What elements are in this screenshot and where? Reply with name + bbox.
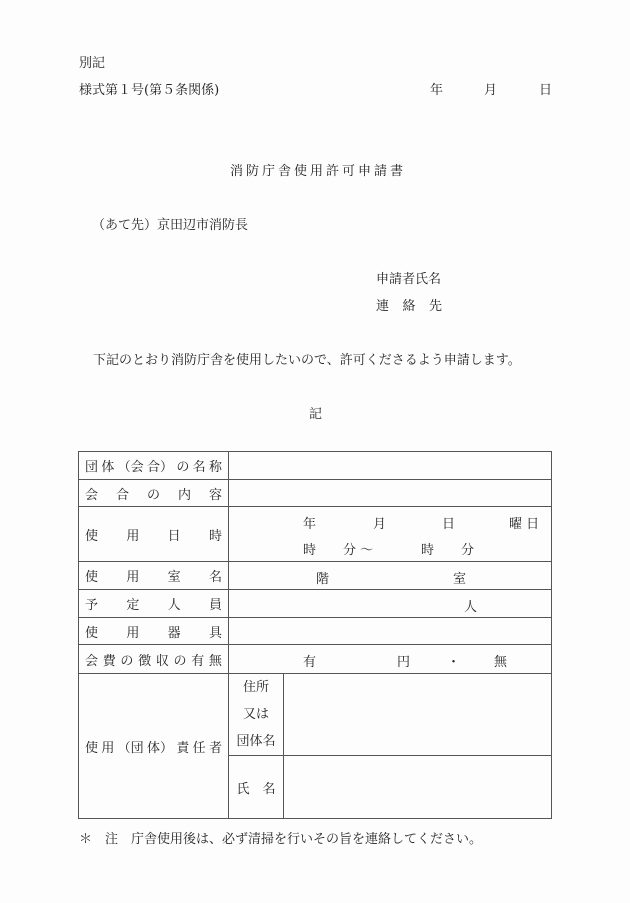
- request-text: 下記のとおり消防庁舎を使用したいので、許可くださるよう申請します。: [93, 353, 521, 368]
- date-month: 月: [484, 83, 498, 98]
- form-number: 様式第１号(第５条関係): [79, 83, 220, 98]
- row-meeting-content: [79, 480, 552, 507]
- row-fee: [79, 645, 552, 674]
- org-name-label: 団 体 （会 合） の 名 称: [79, 452, 229, 480]
- ki-label: 記: [309, 407, 323, 422]
- row-org-name: [79, 452, 552, 480]
- application-form-table: [78, 451, 552, 819]
- responsible-address-label: 住所 又は 団体名: [229, 674, 284, 756]
- expected-people-field[interactable]: 人: [229, 590, 552, 618]
- row-room-name: [79, 562, 552, 590]
- responsible-name-label: 氏 名: [229, 756, 284, 819]
- expected-people-label: 予 定 人 員: [79, 590, 229, 618]
- date-day: 日: [539, 83, 553, 98]
- row-responsible-address: [79, 674, 552, 756]
- usage-datetime-label: 使 用 日 時: [79, 507, 229, 562]
- row-usage-datetime: [79, 507, 552, 562]
- equipment-field[interactable]: [229, 618, 552, 645]
- row-expected-people: [79, 590, 552, 618]
- equipment-label: 使 用 器 具: [79, 618, 229, 645]
- org-name-field[interactable]: [229, 452, 552, 480]
- fee-label: 会 費 の 徴 収 の 有 無: [79, 645, 229, 674]
- room-name-label: 使 用 室 名: [79, 562, 229, 590]
- responsible-name-field[interactable]: [284, 756, 552, 819]
- annex-label: 別記: [79, 56, 106, 71]
- fee-yes-option[interactable]: 有: [303, 655, 317, 670]
- footnote: ＊ 注 庁舎使用後は、必ず清掃を行いその旨を連絡してください。: [79, 832, 483, 847]
- responsible-label: 使 用 （団 体） 責 任 者: [79, 674, 229, 819]
- meeting-content-label: 会 合 の 内 容: [79, 480, 229, 507]
- meeting-content-field[interactable]: [229, 480, 552, 507]
- room-name-field[interactable]: 階 室: [229, 562, 552, 590]
- applicant-name-label: 申請者氏名: [376, 272, 442, 287]
- page-title: 消防庁舎使用許可申請書: [230, 164, 407, 179]
- fee-no-option[interactable]: 無: [494, 655, 508, 670]
- responsible-address-field[interactable]: [284, 674, 552, 756]
- row-equipment: [79, 618, 552, 645]
- date-year: 年: [430, 83, 444, 98]
- usage-datetime-field[interactable]: 年 月 日 曜 日 時 分 ～ 時 分: [229, 507, 552, 562]
- addressee: （あて先）京田辺市消防長: [92, 218, 249, 233]
- fee-field[interactable]: 有 円 ・ 無: [229, 645, 552, 674]
- applicant-contact-label: 連 絡 先: [376, 299, 442, 314]
